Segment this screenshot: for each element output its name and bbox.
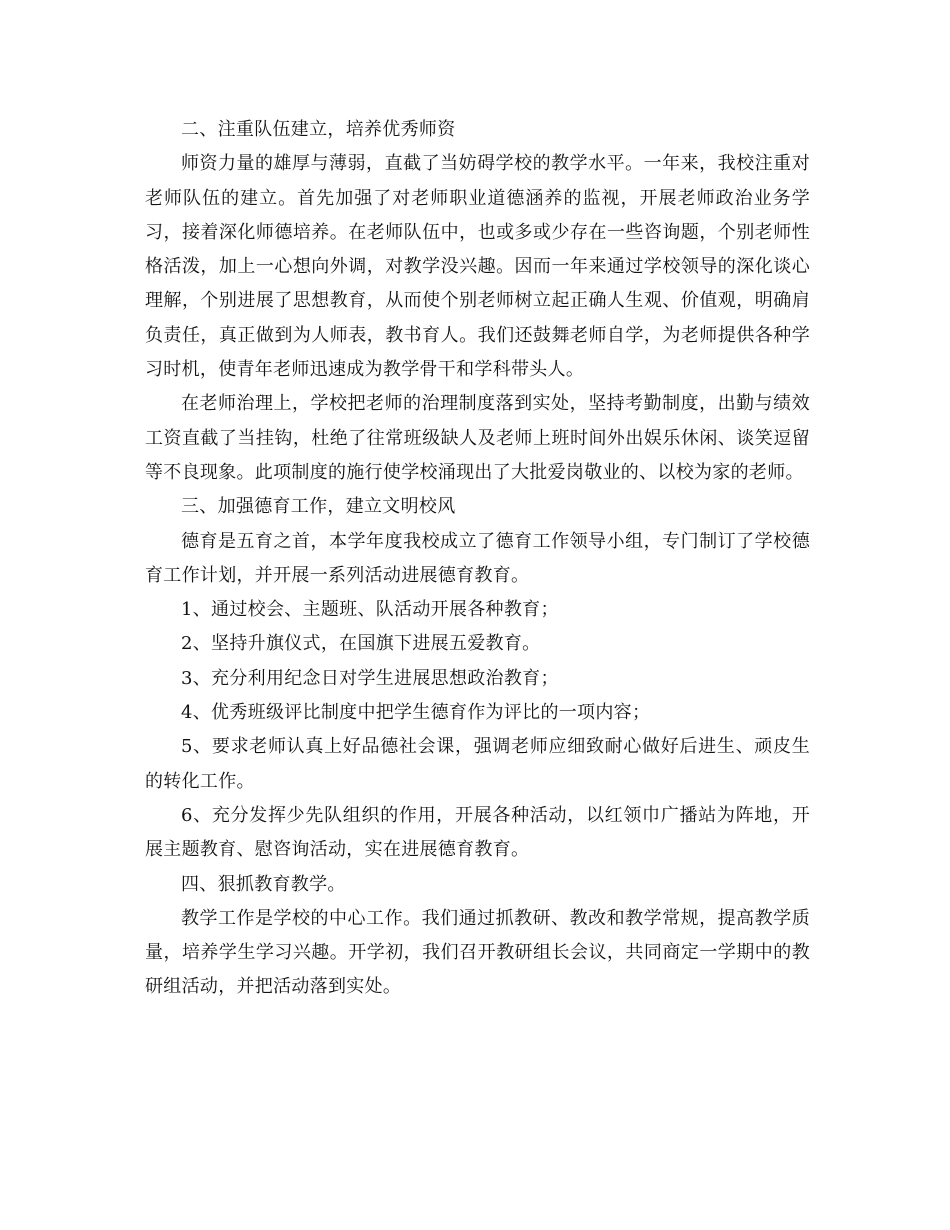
paragraph-teacher-management: 在老师治理上，学校把老师的治理制度落到实处，坚持考勤制度，出勤与绩效工资直截了当挂钩，杜绝了往常班级缺人及老师上班时间外出娱乐休闲、谈笑逗留等不良现象。此项制度的施行使学校涌现出了大批爱岗敬业的、以校为家的老师。 bbox=[145, 393, 810, 483]
section-heading-teaching: 四、狠抓教育教学。 bbox=[181, 873, 346, 895]
list-item-3: 3、充分利用纪念日对学生进展思想政治教育； bbox=[181, 667, 559, 689]
list-item-4: 4、优秀班级评比制度中把学生德育作为评比的一项内容； bbox=[181, 702, 651, 724]
paragraph-teacher-team: 师资力量的雄厚与薄弱，直截了当妨碍学校的教学水平。一年来，我校注重对老师队伍的建立。首先加强了对老师职业道德涵养的监视，开展老师政治业务学习，接着深化师德培养。在老师队伍中，也或多或少存在一些咨询题，个别老师性格活泼，加上一心想向外调，对教学没兴趣。因而一年来通过学校领导的深化谈心理解，个别进展了思想教育，从而使个别老师树立起正确人生观、价值观，明确肩负责任，真正做到为人师表，教书育人。我们还鼓舞老师自学，为老师提供各种学习时机，使青年老师迅速成为教学骨干和学科带头人。 bbox=[145, 153, 810, 381]
list-item-6: 6、充分发挥少先队组织的作用，开展各种活动，以红领巾广播站为阵地，开展主题教育、慰咨询活动，实在进展德育教育。 bbox=[145, 804, 810, 861]
paragraph-moral-education: 德育是五育之首，本学年度我校成立了德育工作领导小组，专门制订了学校德育工作计划，并开展一系列活动进展德育教育。 bbox=[145, 530, 810, 586]
paragraph-teaching-work: 教学工作是学校的中心工作。我们通过抓教研、教改和教学常规，提高教学质量，培养学生学习兴趣。开学初，我们召开教研组长会议，共同商定一学期中的教研组活动，并把活动落到实处。 bbox=[145, 907, 810, 998]
section-heading-moral-education: 三、加强德育工作，建立文明校风 bbox=[181, 496, 456, 518]
list-item-1: 1、通过校会、主题班、队活动开展各种教育； bbox=[181, 599, 559, 621]
document-page bbox=[145, 113, 810, 1005]
list-item-5: 5、要求老师认真上好品德社会课，强调老师应细致耐心做好后进生、顽皮生的转化工作。 bbox=[145, 736, 810, 792]
section-heading-team: 二、注重队伍建立，培养优秀师资 bbox=[181, 119, 456, 140]
list-item-2: 2、坚持升旗仪式，在国旗下进展五爱教育。 bbox=[181, 633, 541, 655]
